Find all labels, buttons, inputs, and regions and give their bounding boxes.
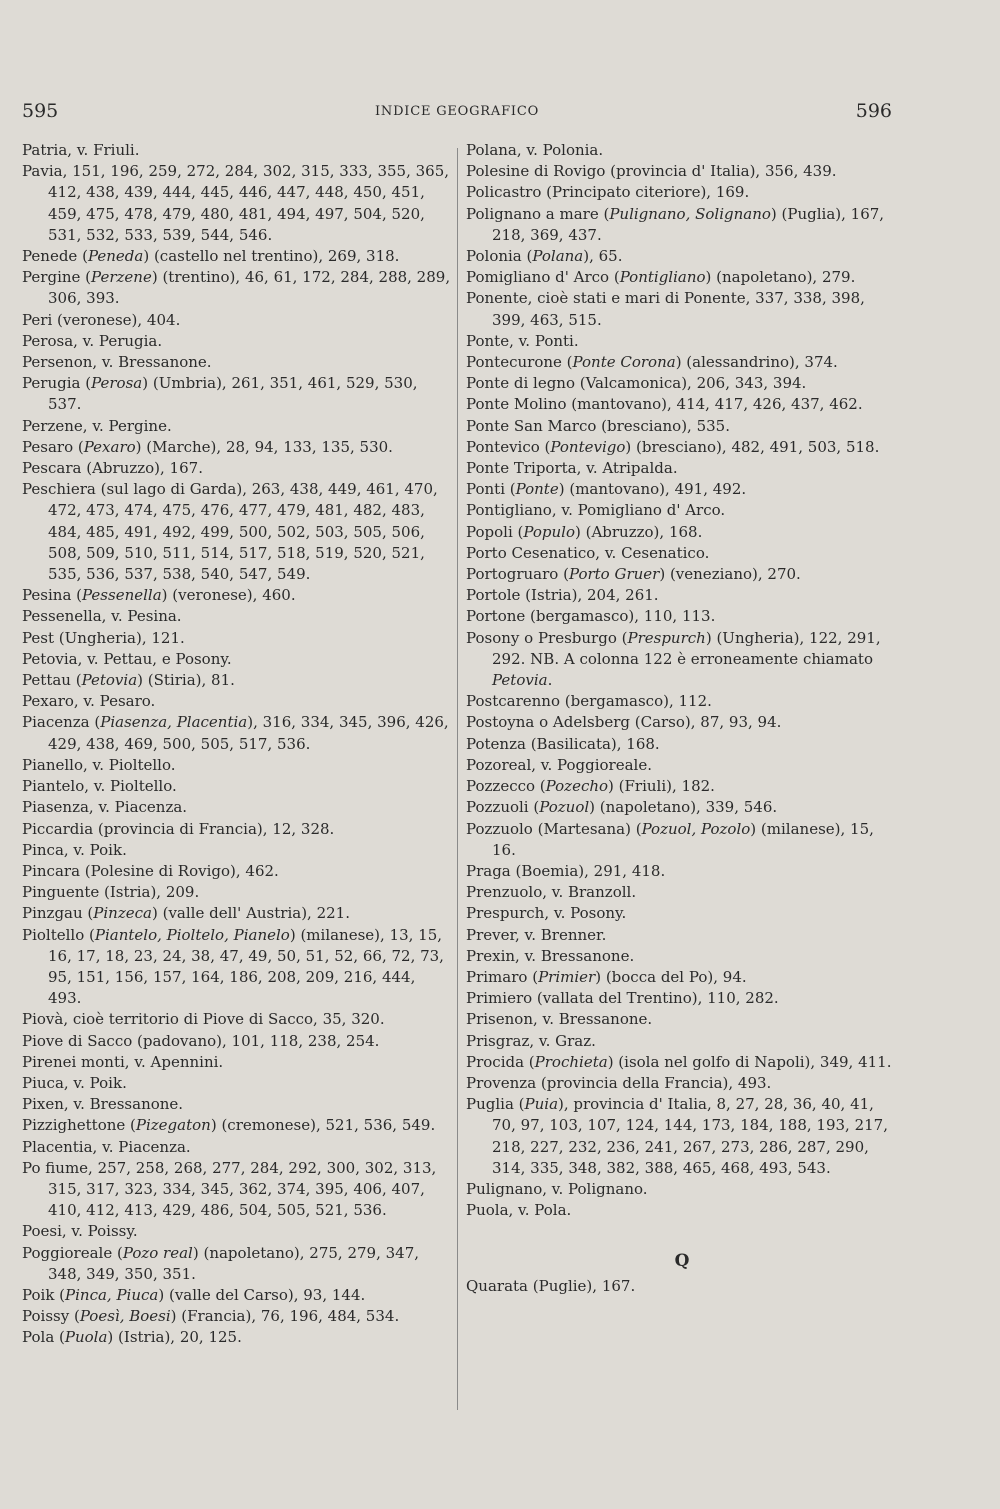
entry-text: ) (bresciano), 482, 491, 503, 518. bbox=[625, 437, 880, 456]
entry-text: Polonia ( bbox=[466, 247, 533, 266]
entry-variant-name: Pozecho bbox=[545, 777, 609, 796]
index-entry bbox=[466, 182, 898, 203]
entry-variant-name: Pulignano, Solignano bbox=[609, 204, 771, 223]
entry-text: ) (Friuli), 182. bbox=[608, 777, 715, 796]
entry-text: Piasenza, v. Piacenza. bbox=[22, 798, 188, 817]
index-entry bbox=[466, 479, 898, 500]
entry-text: Puglia ( bbox=[466, 1095, 525, 1114]
entry-text: ) (Umbria), 261, 351, 461, 529, 530, 537. bbox=[48, 374, 418, 414]
index-entry bbox=[22, 755, 452, 776]
entry-text: Prenzuolo, v. Branzoll. bbox=[466, 883, 637, 902]
entry-text: ) (valle dell' Austria), 221. bbox=[151, 904, 350, 923]
entry-text: Patria, v. Friuli. bbox=[22, 141, 140, 159]
entry-text: ) (Stiria), 81. bbox=[137, 671, 235, 690]
index-entry bbox=[22, 1243, 452, 1285]
entry-text: Pozzuolo (Martesana) ( bbox=[466, 819, 642, 838]
entry-text: ) (bocca del Po), 94. bbox=[595, 967, 747, 986]
index-entry bbox=[22, 797, 452, 818]
entry-text: ) (Puglia), 167, 218, 369, 437. bbox=[492, 204, 885, 244]
entry-variant-name: Poesì, Boesi bbox=[79, 1307, 171, 1326]
index-entry bbox=[466, 776, 898, 797]
entry-variant-name: Petovia bbox=[492, 671, 548, 690]
index-entry bbox=[22, 161, 452, 246]
index-entry bbox=[22, 246, 452, 267]
index-entry bbox=[466, 246, 898, 267]
entry-text: Prisenon, v. Bressanone. bbox=[466, 1010, 653, 1029]
index-entry bbox=[466, 734, 898, 755]
entry-text: ) (isola nel golfo di Napoli), 349, 411. bbox=[607, 1052, 892, 1071]
entry-text: Pixen, v. Bressanone. bbox=[22, 1095, 184, 1114]
entry-text: Pozzecco ( bbox=[466, 777, 546, 796]
index-entry bbox=[22, 1094, 452, 1115]
index-entry bbox=[466, 946, 898, 967]
entry-text: Pizzighettone ( bbox=[22, 1116, 136, 1135]
index-entry bbox=[22, 437, 452, 458]
entry-variant-name: Pessenella bbox=[82, 586, 162, 605]
entry-variant-name: Puia bbox=[524, 1095, 559, 1114]
entry-text: Postoyna o Adelsberg (Carso), 87, 93, 94. bbox=[466, 713, 782, 732]
entry-text: Polesine di Rovigo (provincia d' Italia), 356, 439. bbox=[466, 162, 837, 181]
entry-text: Puola, v. Pola. bbox=[466, 1201, 572, 1220]
index-entry bbox=[466, 755, 898, 776]
entry-text: Perzene, v. Pergine. bbox=[22, 416, 172, 435]
index-entry bbox=[466, 988, 898, 1009]
index-entry bbox=[22, 1221, 452, 1242]
right-column bbox=[466, 140, 898, 1298]
entry-text: Pinguente (Istria), 209. bbox=[22, 883, 200, 902]
entry-text: Policastro (Principato citeriore), 169. bbox=[466, 183, 750, 202]
entry-text: Posony o Presburgo ( bbox=[466, 628, 628, 647]
entry-text: Perugia ( bbox=[22, 374, 92, 393]
index-entry bbox=[466, 1179, 898, 1200]
index-entry bbox=[466, 925, 898, 946]
entry-text: Pioltello ( bbox=[22, 925, 95, 944]
index-entry bbox=[22, 925, 452, 1010]
index-entry bbox=[466, 797, 898, 818]
entry-variant-name: Perosa bbox=[91, 374, 143, 393]
index-entry bbox=[22, 310, 452, 331]
entry-text: Piovà, cioè territorio di Piove di Sacco, 35, 320. bbox=[22, 1010, 385, 1029]
entry-text: ) (veronese), 460. bbox=[161, 586, 296, 605]
index-entry bbox=[466, 861, 898, 882]
index-entry bbox=[22, 776, 452, 797]
entry-text: ) (valle del Carso), 93, 144. bbox=[158, 1285, 366, 1304]
entry-text: ) (cremonese), 521, 536, 549. bbox=[210, 1116, 436, 1135]
section-gap bbox=[466, 1221, 898, 1242]
index-entry bbox=[466, 1009, 898, 1030]
entry-text: Postcarenno (bergamasco), 112. bbox=[466, 692, 712, 711]
entry-text: Poik ( bbox=[22, 1285, 66, 1304]
index-entry bbox=[22, 267, 452, 309]
index-entry bbox=[466, 373, 898, 394]
column-divider bbox=[457, 148, 458, 1410]
entry-text: Pianello, v. Pioltello. bbox=[22, 755, 176, 774]
index-entry bbox=[22, 373, 452, 415]
page-header bbox=[22, 100, 892, 130]
entry-text: Penede ( bbox=[22, 247, 88, 266]
entry-text: Ponte Triporta, v. Atripalda. bbox=[466, 459, 678, 478]
index-entry bbox=[22, 140, 452, 161]
entry-variant-name: Polana bbox=[532, 247, 584, 266]
entry-text: Persenon, v. Bressanone. bbox=[22, 353, 212, 372]
index-entry bbox=[466, 585, 898, 606]
index-entry bbox=[466, 394, 898, 415]
entry-text: Pescara (Abruzzo), 167. bbox=[22, 459, 203, 478]
index-entry bbox=[22, 331, 452, 352]
index-entry bbox=[466, 288, 898, 330]
entry-text: Pesina ( bbox=[22, 586, 83, 605]
entry-text: ) (castello nel trentino), 269, 318. bbox=[143, 247, 400, 266]
entry-text: Pinca, v. Poik. bbox=[22, 840, 127, 859]
index-entry bbox=[466, 161, 898, 182]
entry-text: Pontecurone ( bbox=[466, 353, 573, 372]
entry-text: Pest (Ungheria), 121. bbox=[22, 628, 185, 647]
entry-variant-name: Ponte Corona bbox=[572, 353, 676, 372]
entry-text: Pozzuoli ( bbox=[466, 798, 540, 817]
entry-variant-name: Pozuol, Pozolo bbox=[641, 819, 751, 838]
index-entry bbox=[22, 712, 452, 754]
index-entry bbox=[22, 606, 452, 627]
index-entry bbox=[466, 1052, 898, 1073]
entry-variant-name: Pontigliano bbox=[619, 268, 706, 287]
index-entry bbox=[466, 416, 898, 437]
index-entry bbox=[466, 712, 898, 733]
index-entry bbox=[22, 1137, 452, 1158]
entry-variant-name: Pontevigo bbox=[550, 437, 626, 456]
index-entry bbox=[22, 903, 452, 924]
entry-text: Praga (Boemia), 291, 418. bbox=[466, 861, 666, 880]
entry-text: ) (Abruzzo), 168. bbox=[574, 522, 703, 541]
entry-variant-name: Pizegaton bbox=[135, 1116, 211, 1135]
entry-text: ) (mantovano), 491, 492. bbox=[558, 480, 747, 499]
entry-text: Pola ( bbox=[22, 1328, 65, 1347]
entry-text: ) (napoletano), 339, 546. bbox=[589, 798, 778, 817]
entry-text: Pomigliano d' Arco ( bbox=[466, 268, 620, 287]
entry-variant-name: Prespurch bbox=[627, 628, 706, 647]
entry-text: Peschiera (sul lago di Garda), 263, 438, 449, 461, 470, 472, 473, 474, 475, 476, 477, 479, 481, 482, 483, 484, 485, 491, 492, 499, 500, 502, 503, 505, 506, 508, 509, 510, 511, 514, 517, 518, 519, 520, 521, 535, 536, 537, 538, 540, 547, 549. bbox=[22, 480, 438, 584]
entry-variant-name: Pinzeca bbox=[93, 904, 152, 923]
entry-text: Primiero (vallata del Trentino), 110, 282. bbox=[466, 989, 779, 1008]
index-entry bbox=[22, 670, 452, 691]
entry-text: Ponte San Marco (bresciano), 535. bbox=[466, 416, 730, 435]
index-entry bbox=[22, 1285, 452, 1306]
entry-text: ) (napoletano), 275, 279, 347, 348, 349, 350, 351. bbox=[48, 1243, 420, 1283]
index-entry bbox=[466, 543, 898, 564]
entry-variant-name: Pozuol bbox=[539, 798, 590, 817]
entry-text: ) (trentino), 46, 61, 172, 284, 288, 289, 306, 393. bbox=[48, 268, 451, 308]
index-entry bbox=[22, 882, 452, 903]
entry-text: Pincara (Polesine di Rovigo), 462. bbox=[22, 861, 279, 880]
index-entry bbox=[22, 479, 452, 585]
entry-text: ), provincia d' Italia, 8, 27, 28, 36, 40, 41, 70, 97, 103, 107, 124, 144, 173, 184, 188, 193, 217, 218, 227, 232, 236, 241, 267, 273, 286, 287, 290, 314, 335, 348, 382, 388, 465, 468, 493, 543. bbox=[492, 1095, 888, 1177]
entry-text: Primaro ( bbox=[466, 967, 539, 986]
entry-text: ) (napoletano), 279. bbox=[705, 268, 856, 287]
index-entry bbox=[466, 352, 898, 373]
entry-text: Portone (bergamasco), 110, 113. bbox=[466, 607, 716, 626]
entry-variant-name: Pexaro bbox=[83, 437, 136, 456]
entry-variant-name: Petovia bbox=[81, 671, 138, 690]
entry-text: Porto Cesenatico, v. Cesenatico. bbox=[466, 543, 710, 562]
index-entry bbox=[22, 1073, 452, 1094]
index-entry bbox=[466, 606, 898, 627]
entry-text: Polignano a mare ( bbox=[466, 204, 610, 223]
index-entry bbox=[466, 628, 898, 692]
index-entry bbox=[466, 522, 898, 543]
entry-text: Provenza (provincia della Francia), 493. bbox=[466, 1073, 772, 1092]
index-entry bbox=[466, 882, 898, 903]
index-entry bbox=[466, 691, 898, 712]
entry-variant-name: Ponte bbox=[515, 480, 559, 499]
index-entry bbox=[466, 437, 898, 458]
index-entry bbox=[466, 819, 898, 861]
entry-text: Ponte, v. Ponti. bbox=[466, 331, 579, 350]
entry-text: Portole (Istria), 204, 261. bbox=[466, 586, 659, 605]
entry-text: Piove di Sacco (padovano), 101, 118, 238, 254. bbox=[22, 1031, 380, 1050]
entry-text: ) (alessandrino), 374. bbox=[675, 353, 838, 372]
entry-text: Petovia, v. Pettau, e Posony. bbox=[22, 649, 232, 668]
index-entry bbox=[22, 861, 452, 882]
index-entry bbox=[466, 1073, 898, 1094]
index-entry bbox=[22, 1115, 452, 1136]
entry-text: ) (Francia), 76, 196, 484, 534. bbox=[170, 1307, 400, 1326]
entry-variant-name: Peneda bbox=[87, 247, 144, 266]
entry-text: Prisgraz, v. Graz. bbox=[466, 1031, 596, 1050]
page-number-right: 596 bbox=[855, 100, 892, 122]
index-entry bbox=[22, 458, 452, 479]
entry-variant-name: Primier bbox=[538, 967, 596, 986]
entry-text: Pulignano, v. Polignano. bbox=[466, 1179, 648, 1198]
entry-text: ) (milanese), 13, 15, 16, 17, 18, 23, 24, 38, 47, 49, 50, 51, 52, 66, 72, 73, 95, 151, 156, 157, 164, 186, 208, 209, 216, 444, 493. bbox=[48, 925, 444, 1008]
entry-text: Pavia, 151, 196, 259, 272, 284, 302, 315, 333, 355, 365, 412, 438, 439, 444, 445, 446, 447, 448, 450, 451, 459, 475, 478, 479, 480, 481, 494, 497, 504, 520, 531, 532, 533, 539, 544, 546. bbox=[22, 162, 450, 244]
entry-text: Ponti ( bbox=[466, 480, 516, 499]
index-entry bbox=[22, 819, 452, 840]
entry-text: ) (veneziano), 270. bbox=[659, 565, 801, 584]
index-entry bbox=[22, 352, 452, 373]
entry-variant-name: Pinca, Piuca bbox=[65, 1285, 159, 1304]
entry-text: Prexin, v. Bressanone. bbox=[466, 946, 635, 965]
index-entry bbox=[22, 416, 452, 437]
entry-text: ) (Istria), 20, 125. bbox=[107, 1328, 242, 1347]
page-number-left: 595 bbox=[22, 100, 59, 122]
index-entry bbox=[22, 585, 452, 606]
entry-text: Potenza (Basilicata), 168. bbox=[466, 734, 660, 753]
index-entry bbox=[466, 564, 898, 585]
entry-text: Piacenza ( bbox=[22, 713, 101, 732]
running-title: INDICE GEOGRAFICO bbox=[374, 104, 540, 119]
index-entry bbox=[22, 691, 452, 712]
entry-text: Piuca, v. Poik. bbox=[22, 1073, 127, 1092]
entry-variant-name: Porto Gruer bbox=[568, 565, 660, 584]
entry-text: Po fiume, 257, 258, 268, 277, 284, 292, 300, 302, 313, 315, 317, 323, 334, 345, 362, 374, 395, 406, 407, 410, 412, 413, 429, 486, 504, 505, 521, 536. bbox=[22, 1158, 437, 1220]
entry-text: Popoli ( bbox=[466, 522, 524, 541]
entry-variant-name: Piantelo, Pioltelo, Pianelo bbox=[94, 925, 290, 944]
entry-text: Procida ( bbox=[466, 1052, 535, 1071]
entry-text: Portogruaro ( bbox=[466, 565, 569, 584]
entry-text: Pergine ( bbox=[22, 268, 92, 287]
entry-text: Quarata (Puglie), 167. bbox=[466, 1277, 636, 1296]
entry-text: Prespurch, v. Posony. bbox=[466, 904, 627, 923]
index-entry bbox=[22, 840, 452, 861]
index-entry bbox=[466, 500, 898, 521]
index-entry bbox=[466, 1276, 898, 1297]
entry-text: Ponente, cioè stati e mari di Ponente, 337, 338, 398, 399, 463, 515. bbox=[466, 289, 865, 329]
index-entry bbox=[466, 140, 898, 161]
entry-text: Ponte di legno (Valcamonica), 206, 343, 394. bbox=[466, 374, 807, 393]
index-entry bbox=[466, 903, 898, 924]
entry-text: Piantelo, v. Pioltello. bbox=[22, 777, 177, 796]
entry-text: Pozoreal, v. Poggioreale. bbox=[466, 755, 652, 774]
entry-text: Pesaro ( bbox=[22, 437, 84, 456]
entry-text: ), 65. bbox=[583, 247, 623, 266]
entry-text: Poesi, v. Poissy. bbox=[22, 1222, 138, 1241]
entry-variant-name: Prochieta bbox=[534, 1052, 608, 1071]
entry-text: Peri (veronese), 404. bbox=[22, 310, 181, 329]
entry-variant-name: Piasenza, Placentia bbox=[100, 713, 248, 732]
index-entry bbox=[466, 267, 898, 288]
entry-text: ) (milanese), 15, 16. bbox=[492, 819, 874, 859]
index-entry bbox=[22, 1031, 452, 1052]
index-entry bbox=[22, 649, 452, 670]
entry-text: Prever, v. Brenner. bbox=[466, 925, 607, 944]
entry-text: . bbox=[547, 671, 553, 690]
entry-text: Ponte Molino (mantovano), 414, 417, 426, 437, 462. bbox=[466, 395, 863, 414]
entry-variant-name: Puola bbox=[64, 1328, 108, 1347]
index-entry bbox=[466, 204, 898, 246]
entry-text: Poggioreale ( bbox=[22, 1243, 123, 1262]
index-entry bbox=[22, 1009, 452, 1030]
index-entry bbox=[466, 967, 898, 988]
entry-text: ), 316, 334, 345, 396, 426, 429, 438, 469, 500, 505, 517, 536. bbox=[48, 713, 449, 753]
entry-text: Polana, v. Polonia. bbox=[466, 141, 604, 159]
index-entry bbox=[22, 1158, 452, 1222]
entry-text: ) (Ungheria), 122, 291, 292. NB. A colonna 122 è erroneamente chiamato bbox=[492, 628, 881, 668]
entry-text: Pettau ( bbox=[22, 671, 82, 690]
entry-variant-name: Populo bbox=[523, 522, 575, 541]
entry-text: Pinzgau ( bbox=[22, 904, 94, 923]
entry-text: Pexaro, v. Pesaro. bbox=[22, 692, 156, 711]
entry-text: Perosa, v. Perugia. bbox=[22, 331, 163, 350]
entry-text: Placentia, v. Piacenza. bbox=[22, 1137, 191, 1156]
entry-text: Pirenei monti, v. Apennini. bbox=[22, 1052, 224, 1071]
entry-text: ) (Marche), 28, 94, 133, 135, 530. bbox=[135, 437, 393, 456]
entry-text: Pessenella, v. Pesina. bbox=[22, 607, 182, 626]
entry-text: Pontevico ( bbox=[466, 437, 551, 456]
entry-text: Pontigliano, v. Pomigliano d' Arco. bbox=[466, 501, 726, 520]
index-entry bbox=[466, 1094, 898, 1179]
index-entry bbox=[466, 1031, 898, 1052]
index-entry bbox=[22, 1306, 452, 1327]
entry-variant-name: Pozo real bbox=[122, 1243, 193, 1262]
index-entry bbox=[466, 1200, 898, 1221]
entry-text: Poissy ( bbox=[22, 1307, 80, 1326]
index-entry bbox=[22, 1327, 452, 1348]
index-entry bbox=[22, 1052, 452, 1073]
entry-text: Piccardia (provincia di Francia), 12, 328. bbox=[22, 819, 335, 838]
index-entry bbox=[22, 628, 452, 649]
index-entry bbox=[466, 458, 898, 479]
section-letter: Q bbox=[674, 1251, 690, 1272]
left-column bbox=[22, 140, 452, 1349]
entry-variant-name: Perzene bbox=[91, 268, 152, 287]
index-entry bbox=[466, 331, 898, 352]
